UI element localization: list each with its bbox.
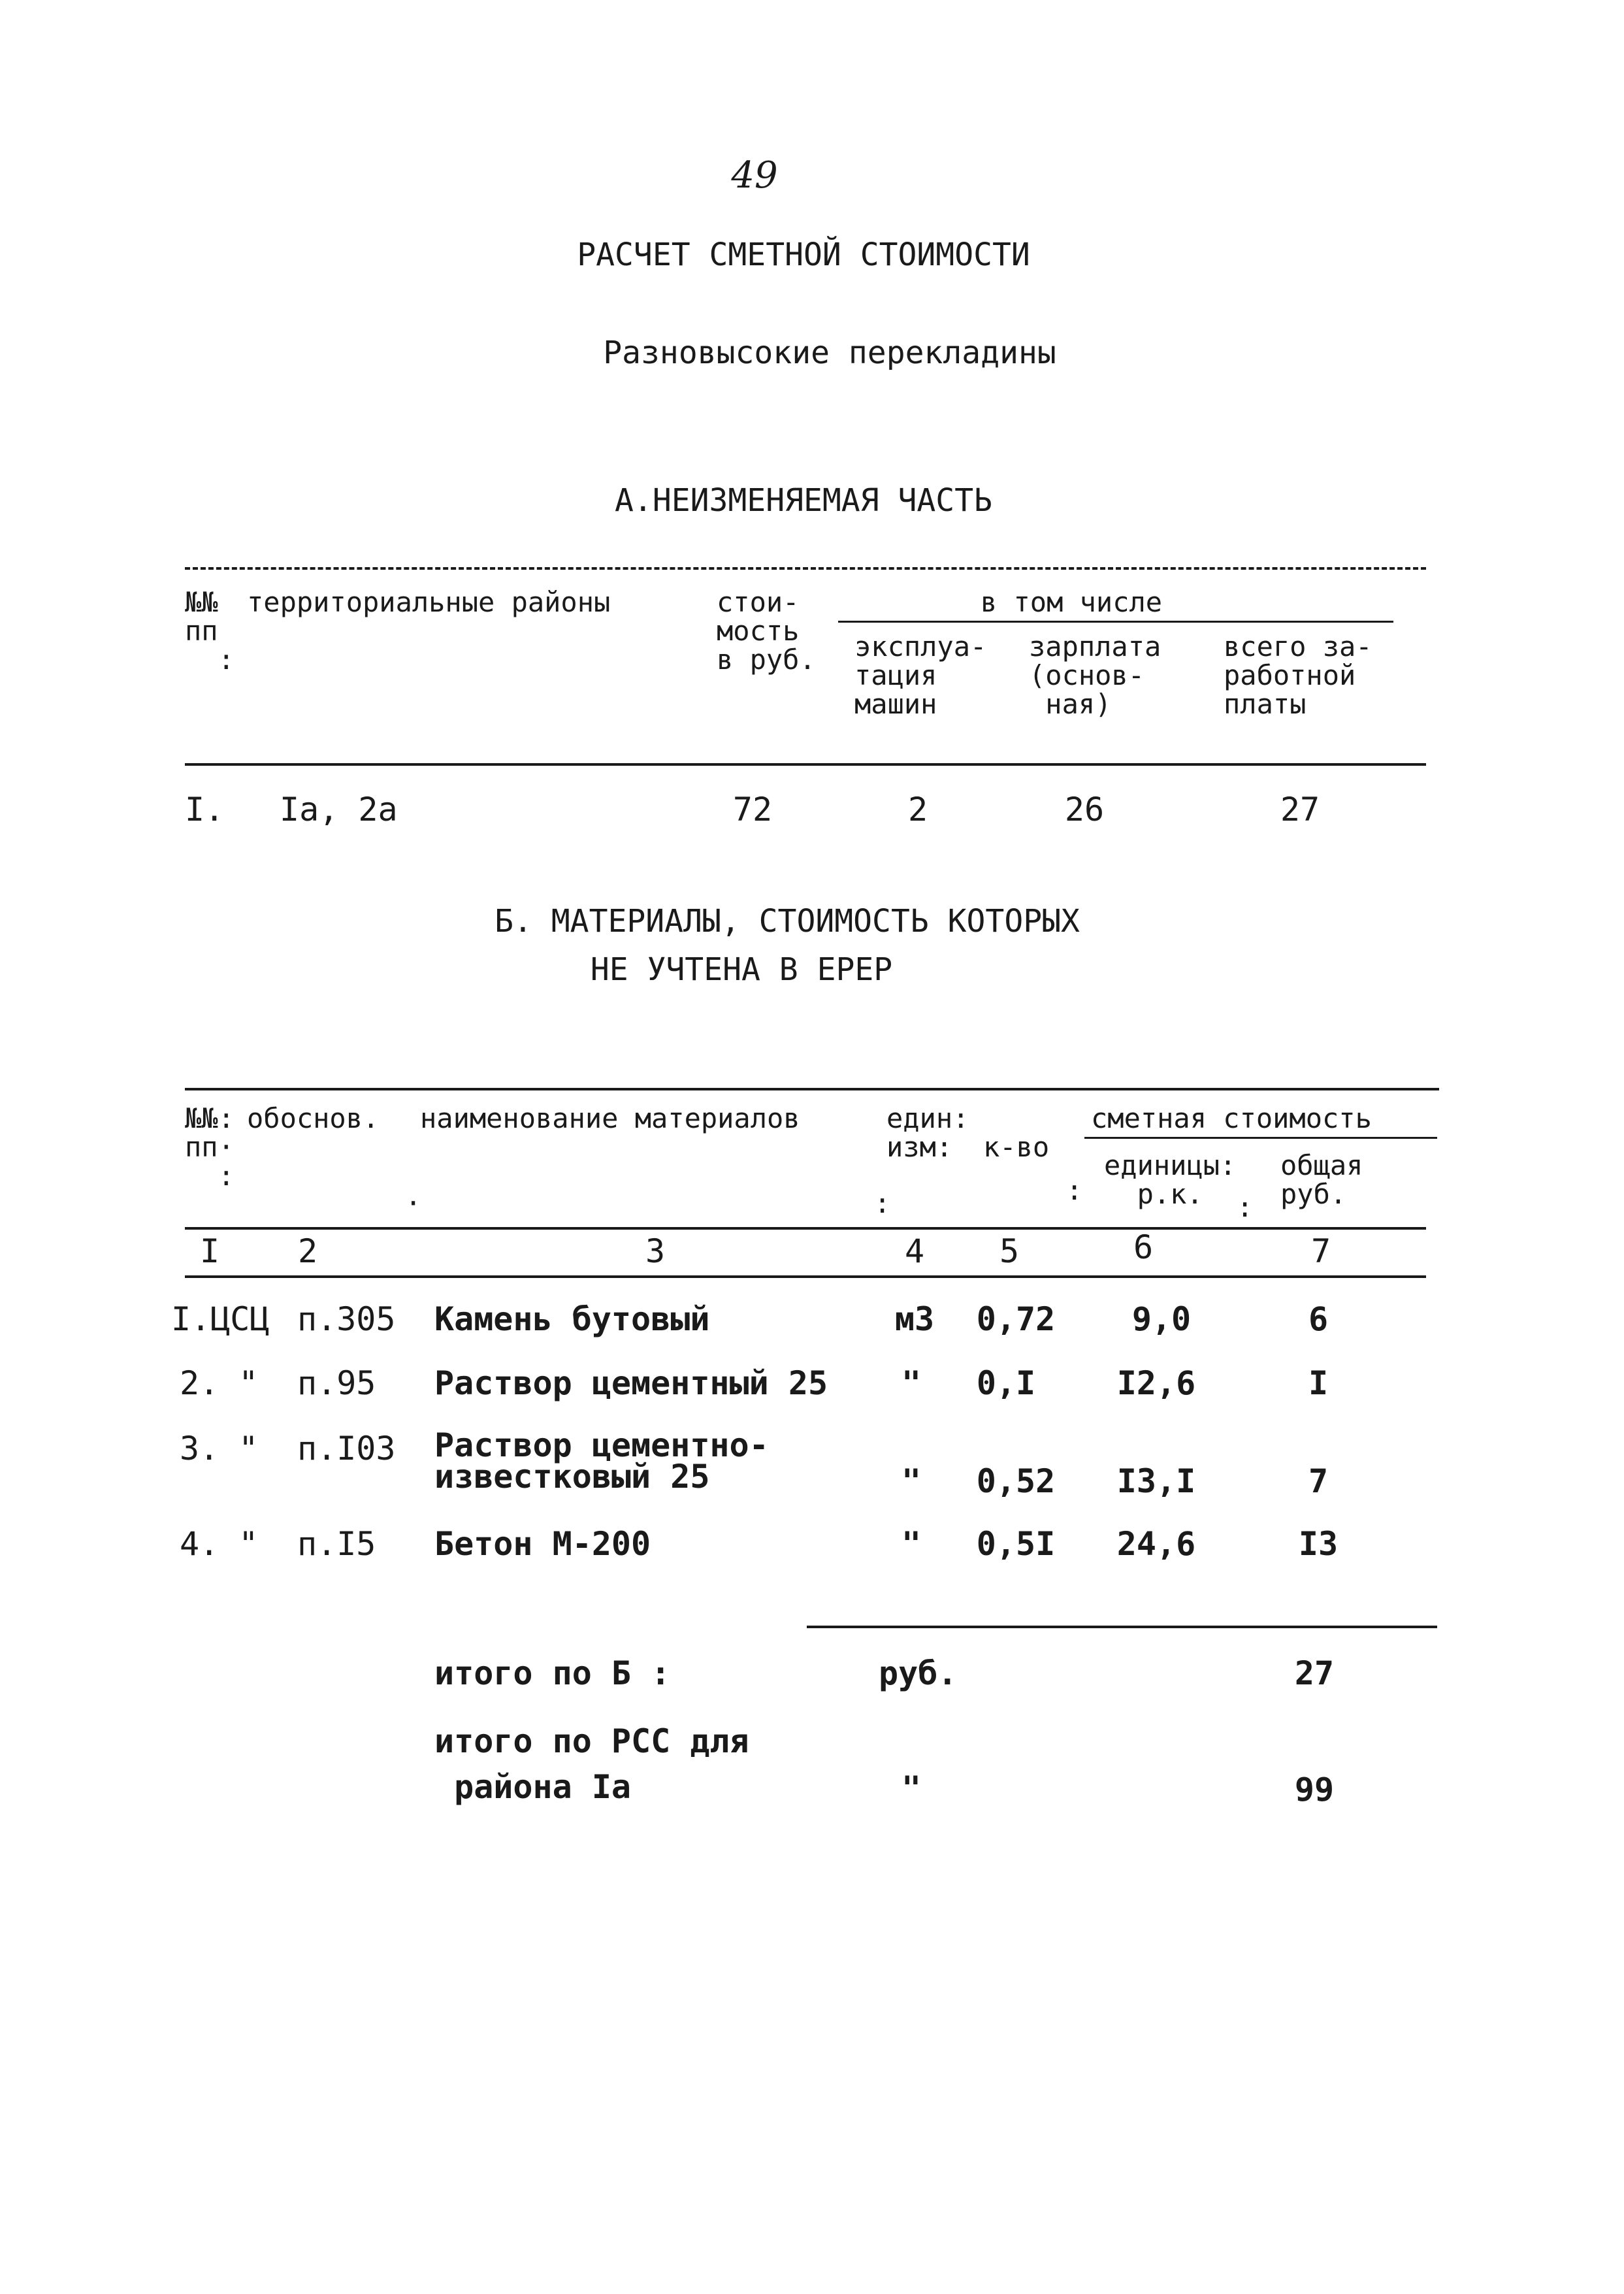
row-total: I3: [1298, 1525, 1339, 1563]
row-unit-price: I3,I: [1116, 1462, 1196, 1500]
col-num-header: №№: пп· :: [185, 1102, 235, 1192]
col-number-label: 3: [645, 1232, 666, 1270]
row-quantity: 0,I: [976, 1364, 1036, 1402]
col-name-separator: ·: [405, 1187, 422, 1219]
col-number-label: 6: [1133, 1228, 1154, 1266]
total-label: итого по Б :: [434, 1654, 671, 1692]
page-subtitle: Разновысокие перекладины: [603, 335, 1056, 371]
page-title: РАСЧЕТ СМЕТНОЙ СТОИМОСТИ: [577, 237, 1030, 273]
col-salary-header: зарплата (основ- ная): [1029, 631, 1161, 720]
row-material-name: Раствор цементно- известковый 25: [434, 1426, 769, 1496]
col-unit-price-header: единицы: р.к.: [1104, 1149, 1237, 1210]
col-number-label: 2: [297, 1232, 318, 1270]
col-estimate-header: сметная стоимость: [1091, 1102, 1372, 1134]
row-number: 2. ": [180, 1364, 259, 1402]
row-unit-price: 9,0: [1131, 1300, 1192, 1338]
table-header-rule: [185, 1227, 1426, 1230]
row-unit: м3: [894, 1300, 935, 1338]
col-number-label: 7: [1310, 1232, 1331, 1270]
row-number: 3. ": [180, 1430, 259, 1467]
col-total-header: общая руб.: [1280, 1149, 1363, 1210]
row-material-name: Бетон М-200: [434, 1525, 651, 1563]
row-quantity: 0,72: [976, 1300, 1056, 1338]
col-number-label: 5: [999, 1232, 1020, 1270]
row-quantity: 0,5I: [976, 1525, 1056, 1563]
col-including-header: в том числе: [980, 586, 1163, 618]
row-total-salary: 27: [1280, 791, 1320, 828]
row-number: I.ЦСЦ: [171, 1300, 270, 1338]
col-num-header: №№ пп :: [185, 586, 235, 676]
col-regions-header: территориальные районы: [247, 586, 611, 618]
row-unit: ": [901, 1525, 922, 1563]
col-name-header: наименование материалов: [420, 1102, 800, 1134]
row-total: 7: [1308, 1462, 1329, 1500]
total-unit: ": [901, 1769, 922, 1807]
col-basis-header: обоснов.: [247, 1102, 380, 1134]
section-b-heading-line1: Б. МАТЕРИАЛЫ, СТОИМОСТЬ КОТОРЫХ: [495, 903, 1080, 940]
row-unit: ": [901, 1462, 922, 1500]
section-a-heading: А.НЕИЗМЕНЯЕМАЯ ЧАСТЬ: [615, 482, 992, 519]
estimate-underline: [1084, 1137, 1437, 1139]
row-quantity: 0,52: [976, 1462, 1056, 1500]
row-basis: п.I03: [297, 1430, 396, 1467]
row-unit-price: I2,6: [1116, 1364, 1196, 1402]
total-value: 27: [1294, 1654, 1335, 1692]
row-unit-price: 24,6: [1116, 1525, 1196, 1563]
section-b-heading-line2: НЕ УЧТЕНА В ЕРЕР: [590, 951, 893, 988]
table-top-rule: [185, 567, 1426, 570]
row-regions: Iа, 2а: [280, 791, 398, 828]
table-header-rule: [185, 763, 1426, 766]
row-salary: 26: [1064, 791, 1105, 828]
col-price-separator: :: [1237, 1191, 1254, 1223]
col-qty-separator: :: [1066, 1174, 1083, 1206]
col-unit-header: един: изм:: [886, 1102, 969, 1163]
row-basis: п.305: [297, 1300, 396, 1338]
row-material-name: Раствор цементный 25: [434, 1364, 828, 1402]
row-total: 6: [1308, 1300, 1329, 1338]
row-unit: ": [901, 1364, 922, 1402]
including-underline: [838, 621, 1393, 623]
page-number: 49: [731, 154, 778, 197]
total-value: 99: [1294, 1771, 1335, 1809]
totals-rule: [807, 1626, 1437, 1628]
row-total: I: [1308, 1364, 1329, 1402]
row-material-name: Камень бутовый: [434, 1300, 710, 1338]
col-unit-separator: :: [874, 1187, 891, 1219]
col-machines-header: эксплуа- тация машин: [854, 631, 987, 720]
col-number-label: 4: [904, 1232, 925, 1270]
col-cost-header: стои- мость в руб.: [717, 586, 816, 676]
table-top-rule: [185, 1088, 1439, 1090]
row-number: I.: [185, 791, 225, 828]
col-qty-header: к-во: [983, 1131, 1050, 1163]
total-label: итого по РСС для района Iа: [434, 1722, 749, 1806]
row-cost: 72: [732, 791, 773, 828]
col-total-salary-header: всего за- работной платы: [1224, 631, 1372, 720]
col-numbers-rule: [185, 1275, 1426, 1278]
row-basis: п.95: [297, 1364, 376, 1402]
col-number-label: I: [199, 1232, 220, 1270]
row-machines: 2: [907, 791, 928, 828]
total-unit: руб.: [879, 1654, 958, 1692]
row-basis: п.I5: [297, 1525, 376, 1563]
row-number: 4. ": [180, 1525, 259, 1563]
